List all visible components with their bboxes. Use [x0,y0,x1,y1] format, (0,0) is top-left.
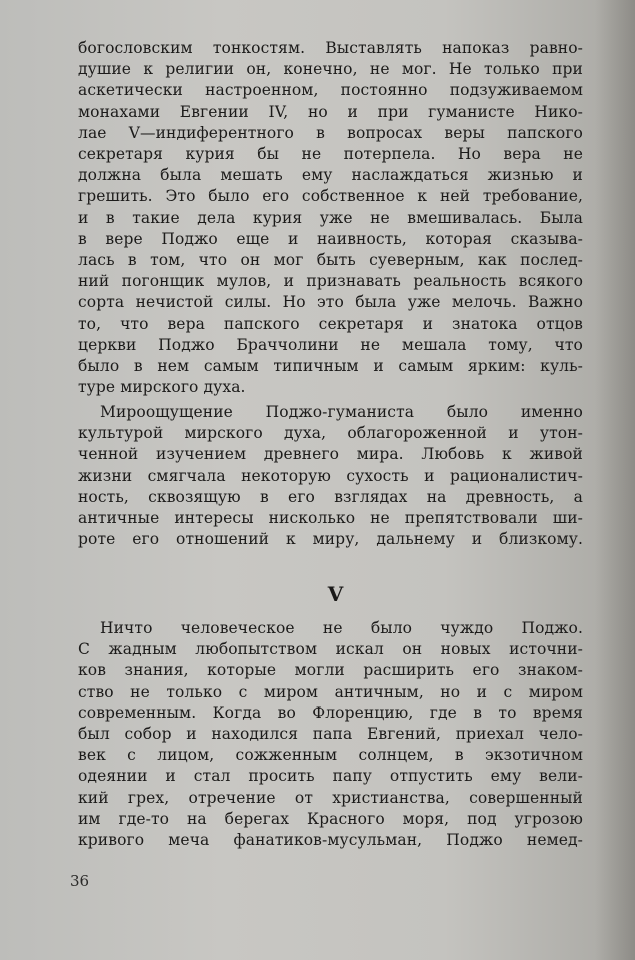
text-line: им где-то на берегах Красного моря, под угрозою [78,809,583,828]
text-line: аскетически настроенном, постоянно подзуживаемом [78,81,583,100]
text-line: сорта нечистой силы. Но это была уже мелочь. Важно [78,293,583,312]
text-line: монахами Евгении IV, но и при гуманисте Нико- [78,102,583,121]
text-line: и в такие дела курия уже не вмешивалась. Была [78,208,583,227]
text-line: было в нем самым типичным и самым ярким: куль- [78,357,583,376]
text-line: кий грех, отречение от христианства, совершенный [78,788,583,807]
text-line: секретаря курия бы не потерпела. Но вера не [78,145,583,164]
text-line: лась в том, что он мог быть суеверным, как послед- [78,251,583,270]
text-line: туре мирского духа. [78,378,246,397]
text-line: ний погонщик мулов, и признавать реальность всякого [78,272,583,291]
text-line: античные интересы нисколько не препятствовали ши- [78,509,583,528]
paragraph-1 [78,38,583,398]
text-line: Мироощущение Поджо-гуманиста было именно [100,403,583,421]
text-line: был собор и находился папа Евгений, приехал чело- [78,725,583,744]
text-line: церкви Поджо Браччолини не мешала тому, что [78,335,583,354]
text-line: Ничто человеческое не было чуждо Поджо. [100,619,583,637]
text-line: жизни смягчала некоторую сухость и рационалистич- [78,466,583,485]
text-line: культурой мирского духа, облагороженной и утон- [78,424,583,443]
text-line: ченной изучением древнего мира. Любовь к живой [78,445,583,464]
text-line: грешить. Это было его собственное к ней требование, [78,187,583,206]
text-line: одеянии и стал просить папу отпустить ему вели- [78,767,583,786]
text-line: душие к религии он, конечно, не мог. Не только при [78,60,583,79]
text-line: лае V—индиферентного в вопросах веры папского [78,123,583,142]
text-line: богословским тонкостям. Выставлять напоказ равно- [78,39,583,57]
paragraph-2 [78,402,583,550]
text-line: ков знания, которые могли расширить его знаком- [78,661,583,680]
text-line: в вере Поджо еще и наивность, которая сказыва- [78,229,583,248]
page-gutter-shadow [595,0,635,960]
text-line: кривого меча фанатиков-мусульман, Поджо немед- [78,831,583,850]
page-number: 36 [70,872,90,890]
text-line: должна была мешать ему наслаждаться жизнью и [78,166,583,185]
text-line: то, что вера папского секретаря и знатока отцов [78,314,583,333]
text-line: ность, сквозящую в его взглядах на древность, а [78,487,583,506]
text-line: роте его отношений к миру, дальнему и близкому. [78,530,583,549]
section-heading: V [327,582,344,606]
text-line: век с лицом, сожженным солнцем, в экзотичном [78,746,583,765]
text-line: ство не только с миром античным, но и с миром [78,682,583,701]
text-line: С жадным любопытством искал он новых источни- [78,640,583,659]
paragraph-3 [78,618,583,851]
text-line: современным. Когда во Флоренцию, где в то время [78,703,583,722]
